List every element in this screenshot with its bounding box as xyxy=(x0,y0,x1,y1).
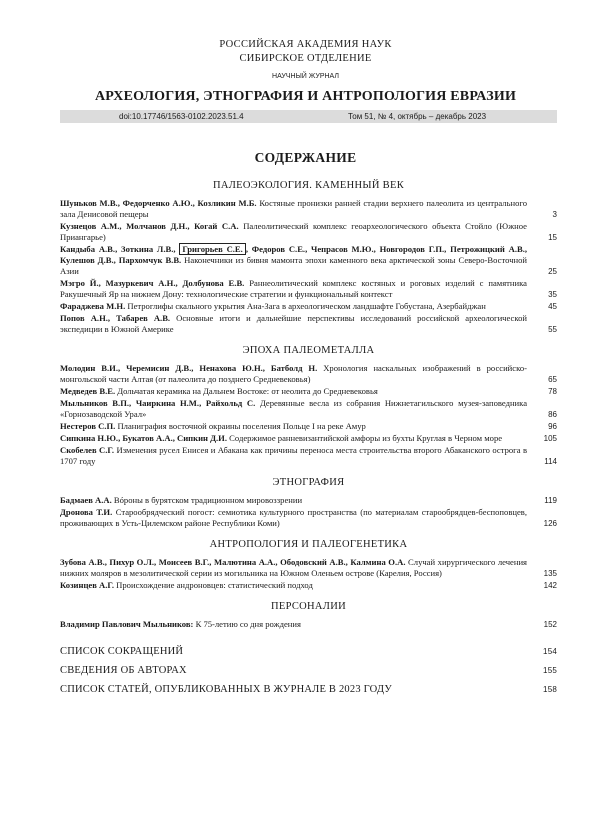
entry-page: 114 xyxy=(544,457,557,466)
journal-title: АРХЕОЛОГИЯ, ЭТНОГРАФИЯ И АНТРОПОЛОГИЯ ЕВРАЗИИ xyxy=(94,89,517,104)
toc-entry[interactable] xyxy=(60,221,557,243)
back-matter-item[interactable] xyxy=(60,642,557,661)
entry-title: Содержимое ранневизантийской амфоры из бухты Круглая в Черном море xyxy=(229,433,503,443)
toc-entry[interactable] xyxy=(60,301,557,312)
entry-title: Планиграфия восточной окраины поселения Польце I на реке Амур xyxy=(117,421,366,431)
entry-page: 152 xyxy=(543,620,557,629)
toc-entry[interactable] xyxy=(60,198,557,220)
entry-authors: Молодин В.И., Черемисин Д.В., Ненахова Ю.Н., Батболд Н. xyxy=(60,363,318,373)
entry-authors: Скобелев С.Г. xyxy=(60,445,115,455)
entry-page: 126 xyxy=(543,519,557,528)
entry-title: Вóроны в бурятском традиционном мировоззрении xyxy=(113,495,303,505)
entry-title: Деревянные весла из собрания Нижнетагильского музея-заповедника «Горнозаводской Урал» xyxy=(60,398,528,419)
entry-title: Основные итоги и дальнейшие перспективы исследований российской археологической экспедиции в Южной Америке xyxy=(60,313,527,334)
toc-entry[interactable] xyxy=(60,495,557,506)
entry-title: Дольчатая керамика на Дальнем Востоке: от неолита до Средневековья xyxy=(117,386,378,396)
entry-page: 15 xyxy=(548,233,557,242)
highlighted-author: Григорьев С.Е. xyxy=(179,243,245,255)
back-matter-label: СПИСОК СТАТЕЙ, ОПУБЛИКОВАННЫХ В ЖУРНАЛЕ В 2023 ГОДУ xyxy=(60,684,392,695)
entry-authors: Зубова А.В., Пихур О.Л., Моисеев В.Г., Малютина А.А., Ободовский А.В., Калмина О.А. xyxy=(60,557,406,567)
toc-entry[interactable] xyxy=(60,363,557,385)
toc-sections xyxy=(60,180,557,630)
entry-page: 135 xyxy=(543,569,557,578)
entry-title: Хронология наскальных изображений в российско-монгольской части Алтая (от палеолита до позднего Средневековья) xyxy=(60,363,527,384)
entry-authors: Владимир Павлович Мыльников: xyxy=(60,619,194,629)
back-matter-page: 155 xyxy=(543,666,557,675)
entry-title: Изменения русел Енисея и Абакана как причины переноса места строительства второго Абаканского острога в 1707 году xyxy=(60,445,528,466)
branch-name: СИБИРСКОЕ ОТДЕЛЕНИЕ xyxy=(239,53,372,64)
toc-entry[interactable] xyxy=(60,445,557,467)
toc-entry[interactable] xyxy=(60,313,557,335)
entry-title: К 75-летию со дня рождения xyxy=(195,619,301,629)
entry-page: 65 xyxy=(548,375,557,384)
entry-page: 105 xyxy=(543,434,557,443)
table-of-contents xyxy=(60,180,557,699)
academy-header xyxy=(0,38,611,66)
entry-authors: Медведев В.Е. xyxy=(60,386,116,396)
toc-entry[interactable] xyxy=(60,619,557,630)
entry-title: Старообрядческий погост: семиотика культурного пространства (по материалам старообрядцев-беспоповцев, проживающих в Усть-Цилемском районе Республики Коми) xyxy=(60,507,527,528)
entry-title: Петроглифы скального укрытия Ана-Зага в археологическом ландшафте Гобустана, Азербайджан xyxy=(127,301,486,311)
back-matter-label: СПИСОК СОКРАЩЕНИЙ xyxy=(60,646,184,657)
entry-authors: Сипкина Н.Ю., Букатов А.А., Сипкин Д.И. xyxy=(60,433,228,443)
entry-page: 45 xyxy=(548,302,557,311)
toc-entry[interactable] xyxy=(60,278,557,300)
entry-authors: Бадмаев А.А. xyxy=(60,495,112,505)
entry-authors: Попов А.Н., Табарев А.В. xyxy=(60,313,171,323)
issue-info: Том 51, № 4, октябрь – декабрь 2023 xyxy=(348,112,487,121)
back-matter-page: 158 xyxy=(543,685,557,694)
toc-entry[interactable] xyxy=(60,398,557,420)
back-matter-page: 154 xyxy=(543,647,557,656)
entry-title: Раннеолитический комплекс костяных и роговых изделий с памятника Ракушечный Яр на нижнем Дону: технологические стратегии и функциональный контекст xyxy=(60,278,527,299)
back-matter xyxy=(60,642,557,699)
section-title: ПЕРСОНАЛИИ xyxy=(270,601,346,612)
entry-authors-lead: Кандыба А.В., Зоткина Л.В., xyxy=(60,244,180,254)
back-matter-item[interactable] xyxy=(60,680,557,699)
toc-entry[interactable] xyxy=(60,421,557,432)
toc-entry[interactable] xyxy=(60,507,557,529)
back-matter-label: СВЕДЕНИЯ ОБ АВТОРАХ xyxy=(60,665,187,676)
entry-page: 119 xyxy=(544,496,557,505)
entry-page: 78 xyxy=(548,387,557,396)
entry-authors: Кузнецов А.М., Молчанов Д.Н., Когай С.А. xyxy=(60,221,239,231)
entry-authors: Мыльников В.П., Чаиркина Н.М., Райхольд С. xyxy=(60,398,256,408)
toc-entry[interactable] xyxy=(60,386,557,397)
entry-authors: Козинцев А.Г. xyxy=(60,580,115,590)
entry-page: 96 xyxy=(548,422,557,431)
entry-page: 3 xyxy=(552,210,557,219)
entry-page: 142 xyxy=(543,581,557,590)
entry-authors: Мэгро Й., Мазуркевич А.Н., Долбунова Е.В. xyxy=(60,278,245,288)
section-title: ЭПОХА ПАЛЕОМЕТАЛЛА xyxy=(242,345,375,356)
entry-title: Наконечники из бивня мамонта эпохи каменного века арктической зоны Северо-Восточной Азии xyxy=(60,255,528,276)
toc-entry[interactable] xyxy=(60,580,557,591)
entry-page: 35 xyxy=(548,290,557,299)
toc-entry[interactable] xyxy=(60,557,557,579)
entry-title: Костяные пронизки ранней стадии верхнего палеолита из центрального зала Денисовой пещеры xyxy=(60,198,527,219)
entry-authors: Шуньков М.В., Федорченко А.Ю., Козликин М.Б. xyxy=(60,198,257,208)
entry-page: 25 xyxy=(548,267,557,276)
entry-page: 86 xyxy=(548,410,557,419)
section-title: ПАЛЕОЭКОЛОГИЯ. КАМЕННЫЙ ВЕК xyxy=(212,180,404,191)
journal-kind: НАУЧНЫЙ ЖУРНАЛ xyxy=(272,73,339,80)
section-title: ЭТНОГРАФИЯ xyxy=(272,477,345,488)
entry-title: Происхождение андроновцев: статистический подход xyxy=(116,580,313,590)
doi-text: doi:10.17746/1563-0102.2023.51.4 xyxy=(119,112,244,121)
academy-name: РОССИЙСКАЯ АКАДЕМИЯ НАУК xyxy=(219,39,392,50)
entry-page: 55 xyxy=(548,325,557,334)
entry-authors: Фараджева М.Н. xyxy=(60,301,126,311)
toc-entry[interactable] xyxy=(60,433,557,444)
section-title: АНТРОПОЛОГИЯ И ПАЛЕОГЕНЕТИКА xyxy=(209,539,408,550)
entry-authors: Дронова Т.И. xyxy=(60,507,113,517)
entry-title: Случай хирургического лечения нижних моляров в мезолитической серии из могильника на Южном Оленьем острове (Карелия, Россия) xyxy=(60,557,527,578)
entry-title: Палеолитический комплекс геоархеологического объекта Стойло (Южное Приангарье) xyxy=(60,221,527,242)
entry-authors: Нестеров С.П. xyxy=(60,421,116,431)
doi-bar xyxy=(60,110,557,123)
back-matter-item[interactable] xyxy=(60,661,557,680)
entry-authors: , Федоров С.Е., Чепрасов М.Ю., Новгородов Г.П., Петрожицкий А.В., Кулешов Д.В., Пархомчук В.В. xyxy=(60,244,528,265)
toc-entry[interactable] xyxy=(60,244,557,277)
contents-title: СОДЕРЖАНИЕ xyxy=(254,150,357,165)
